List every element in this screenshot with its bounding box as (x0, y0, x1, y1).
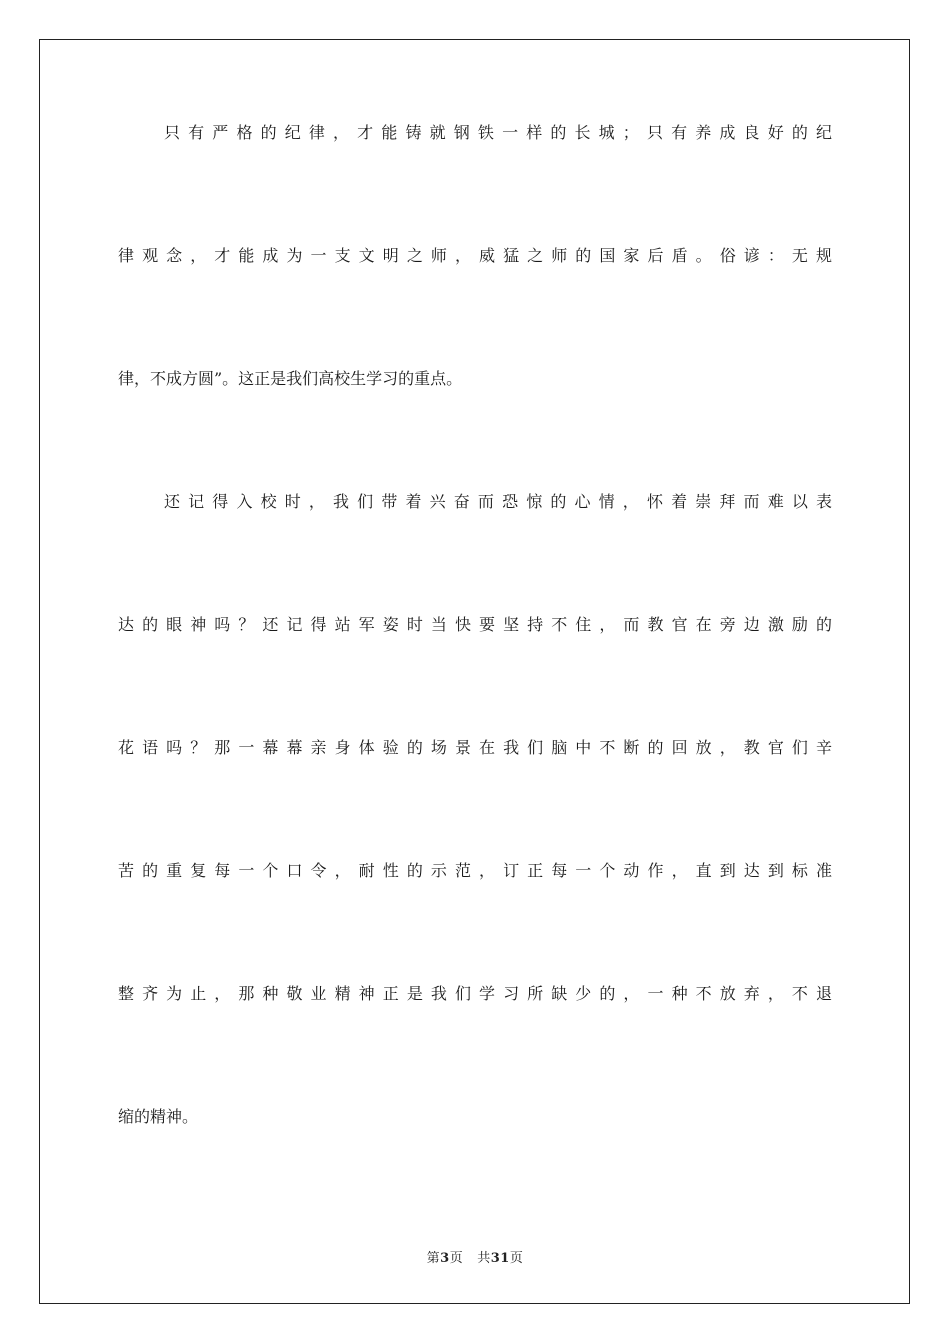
text-line: 苦的重复每一个口令，耐性的示范，订正每一个动作，直到达到标准 (118, 861, 832, 880)
total-label-suffix: 页 (509, 1251, 524, 1266)
total-label-prefix: 共 (477, 1251, 491, 1266)
page-label-suffix: 页 (449, 1251, 464, 1266)
current-page-number: 3 (440, 1251, 450, 1266)
paragraph-1 (118, 120, 832, 489)
text-line: 花语吗？那一幕幕亲身体验的场景在我们脑中不断的回放，教官们辛 (118, 738, 832, 757)
page-label-prefix: 第 (426, 1251, 441, 1266)
text-line: 只有严格的纪律，才能铸就钢铁一样的长城；只有养成良好的纪 (164, 123, 832, 142)
document-body (118, 120, 832, 1227)
page-footer (0, 1247, 950, 1266)
text-line: 缩的精神。 (118, 1107, 199, 1126)
text-line: 律，不成方圆”。这正是我们高校生学习的重点。 (118, 369, 463, 388)
total-pages-number: 31 (490, 1251, 510, 1266)
text-line: 律观念，才能成为一支文明之师，威猛之师的国家后盾。俗谚：无规 (118, 246, 832, 265)
text-line: 整齐为止，那种敬业精神正是我们学习所缺少的，一种不放弃，不退 (118, 984, 832, 1003)
text-line: 达的眼神吗？还记得站军姿时当快要坚持不住，而教官在旁边激励的 (118, 615, 832, 634)
paragraph-2 (118, 489, 832, 1227)
text-line: 还记得入校时，我们带着兴奋而恐惊的心情，怀着崇拜而难以表 (164, 492, 832, 511)
